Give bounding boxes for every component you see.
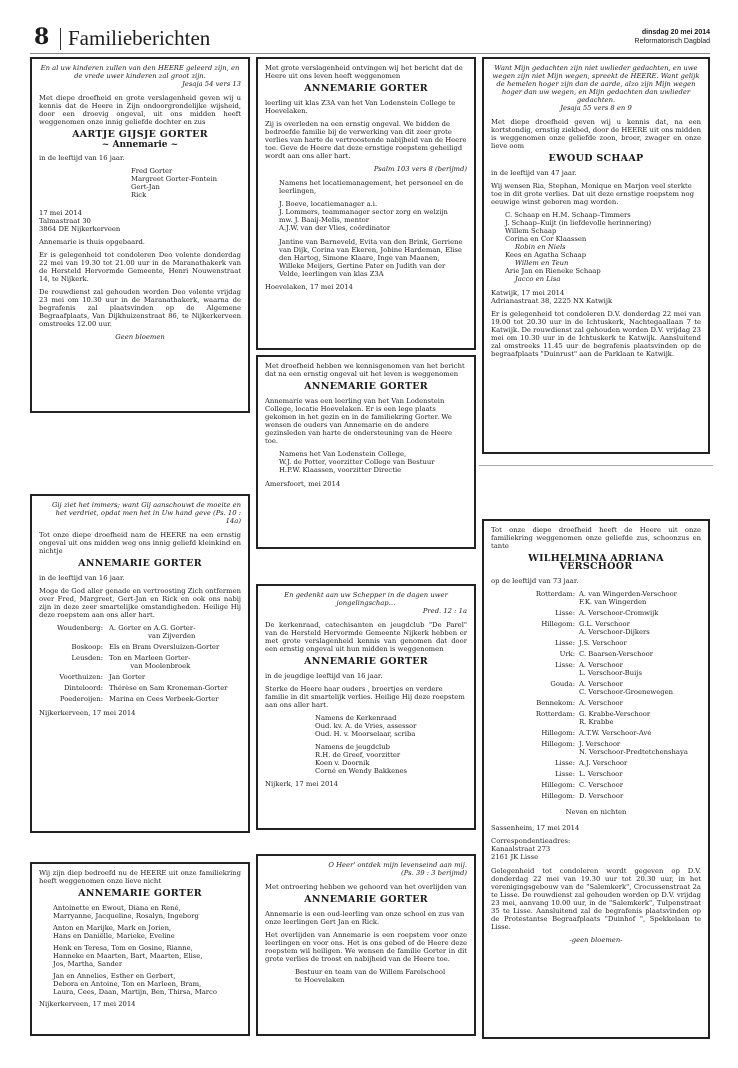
intro-text: Tot onze diepe droefheid heeft de Heere uit onze familiekring weggenomen onze geliefde zus, schoonzus en tante xyxy=(491,526,701,550)
place-date: Amersfoort, mei 2014 xyxy=(265,480,341,488)
deceased-name: ANNEMARIE GORTER xyxy=(78,888,202,899)
intro-text: Met diepe droefheid geven wij u kennis dat, na een kortstondig, ernstig ziekbed, door de HEERE uit ons midden is weggenomen onze geliefde zoon, broer, zwager en onze lieve oom xyxy=(491,118,701,150)
family-list: Woudenberg: A. Gorter en A.G. Gorter- van Zijverden Boskoop: Els en Bram Oversluizen-Gorter Leusden: Ton en Marleen Gorter- van Moolenbroek Voorthuizen: Jan Gorter Dinteloord: Thérèse en Sam Kroneman-Gorter Poederoijen: Marina en Cees Verbeek-Gorter xyxy=(56,624,228,703)
cousins-list: Antoinette en Ewout, Diana en René, Marryanne, Jacqueline, Rosalyn, Ingeborg Anton en Marijke, Mark en Jorien, Hans en Daniëlle, Marieke, Eveline Henk en Teresa, Tom en Gosine, Rianne, Hanneke en Maarten, Bart, Maarten, Elise, Jos, Martha, Sander Jan en Annelies, Esther en Gerbert, Debora en Antoine, Ton en Marleen, Bram, Laura, Cees, Daan, Martijn, Ben, Thirsa, Marco xyxy=(53,904,217,996)
place-date: Hoevelaken, 17 mei 2014 xyxy=(265,283,353,291)
obituary-grandparents xyxy=(30,494,250,833)
deceased-name: ANNEMARIE GORTER xyxy=(304,381,428,392)
age-text: in de leeftijd van 16 jaar. xyxy=(39,574,125,582)
bible-quote: En al uw kinderen zullen van den HEERE geleerd zijn, en de vrede uwer kinderen zal groot zijn. Jesaja 54 vers 13 xyxy=(40,64,241,88)
flowers-note: -geen bloemen- xyxy=(569,936,623,944)
header-rule xyxy=(30,53,710,54)
service-text: De rouwdienst zal gehouden worden Deo volente vrijdag 23 mei om 10.30 uur in de Maranathakerk, waarna de begrafenis zal plaatsvinden op de Algemene Begraafplaats, Van Dijkhuizenstraat 86, te Nijkerkerveen omstreeks 12.00 uur. xyxy=(39,288,241,328)
bible-quote: Gij ziet het immers; want Gij aanschouwt de moeite en het verdriet, opdat men het in Uw hand geve (Ps. 10 : 14a) xyxy=(51,501,241,525)
deceased-name: ANNEMARIE GORTER xyxy=(78,558,202,569)
correspondence-address: Correspondentieadres: Kanaalstraat 273 2161 JK Lisse xyxy=(491,837,571,861)
family-member: Fred Gorter xyxy=(131,167,173,175)
signature-intro: Namens het locatiemanagement, het personeel en de leerlingen, xyxy=(279,179,464,195)
condolence-text: Gelegenheid tot condoleren wordt gegeven op D.V. donderdag 22 mei van 19.30 uur tot 20.30 uur, in het verenigingsgebouw van de "Salemkerk", Crocussenstraat 2a te Lisse. De rouwdienst zal gehouden worden op D.V. vrijdag 23 mei, aanvang 10.00 uur, in de "Salemkerk", Tulpenstraat 35 te Lisse. Aansluitend zal de begrafenis plaatsvinden op de Protestantse Begraafplaats "Duinhof ", Spekkelaan te Lisse. xyxy=(491,867,701,931)
youthclub-signature: Namens de jeugdclub R.H. de Greef, voorzitter Koen v. Doornik Corné en Wendy Bakkenes xyxy=(315,743,408,775)
place-date: Nijkerk, 17 mei 2014 xyxy=(265,780,338,788)
deceased-surname: VERSCHOOR xyxy=(559,561,633,572)
family-list xyxy=(39,167,241,199)
council-signature: Namens de Kerkenraad Oud. kv. A. de Vries, assessor Oud. H. v. Moorselaar, scriba xyxy=(315,714,417,738)
bible-quote: Want Mijn gedachten zijn niet uwlieder gedachten, en uwe wegen zijn niet Mijn wegen, spreekt de HEERE. Want gelijk de hemelen hoger zijn dan de aarde, alzo zijn Mijn wegen hoger dan uw wegen, en Mijn gedachten dan uwlieder gedachten. Jesaja 55 vers 8 en 9 xyxy=(492,64,700,112)
bible-quote: En gedenkt aan uw Schepper in de dagen uwer jongelingschap… Pred. 12 : 1a xyxy=(284,591,467,615)
header-meta xyxy=(635,28,710,46)
family-member: Rick xyxy=(131,191,147,199)
flowers-note: Geen bloemen xyxy=(115,333,165,341)
place-date: Nijkerkerveen, 17 mei 2014 xyxy=(39,1000,136,1008)
deceased-name: ANNEMARIE GORTER xyxy=(304,83,428,94)
family-list: Rotterdam: A. van Wingerden-Verschoor F.K. van Wingerden Lisse: A. Verschoor-Cromwijk Hillegom: G.L. Verschoor A. Verschoor-Dijkers Lisse: J.S. Verschoor Urk: C. Baarsen-Verschoor Lisse: A. Verschoor L. Verschoor-Buijs Gouda: A. Verschoor C. Verschoor-Groenewegen Bennekom: A. Verschoor Rotterdam: G. Krabbe-Verschoor R. Krabbe Hillegom: A.T.W. Verschoor-Avé Hillegom: J. Verschoor N. Verschoor-Predtetchenshaya Lisse: A.J. Verschoor Lisse: L. Verschoor Hillegom: C. Verschoor Hillegom: D. Verschoor xyxy=(535,590,688,800)
condolence-text: Er is gelegenheid tot condoleren D.V. donderdag 22 mei van 19.00 tot 20.30 uur in de Ichtuskerk, Nachtegaallaan 7 te Katwijk. De rouwdienst zal gehouden worden D.V. vrijdag 23 mei om 10.30 uur in de Ichtuskerk te Katwijk. Aansluitend zal omstreeks 11.45 uur de begrafenis plaatsvinden op de begraafplaats "Duinrust" aan de Parklaan te Katwijk. xyxy=(491,310,701,358)
paragraph-1: leerling uit klas Z3A van het Van Lodenstein College te Hoevelaken. xyxy=(265,99,456,115)
intro-text: Met grote verslagenheid ontvingen wij het bericht dat de Heere uit ons leven heeft weggenomen xyxy=(265,64,463,80)
page-header xyxy=(30,26,710,52)
intro-text: Met ontroering hebben we gehoord van het overlijden van xyxy=(265,883,467,891)
issue-date: dinsdag 20 mei 2014 xyxy=(641,29,710,36)
deceased-name: AARTJE GIJSJE GORTER xyxy=(72,129,208,140)
place-date: Sassenheim, 17 mei 2014 xyxy=(491,824,580,832)
header-divider xyxy=(60,28,61,50)
page-number: 8 xyxy=(34,24,50,50)
column-divider xyxy=(479,465,713,466)
family-list: C. Schaap en H.M. Schaap–Timmers J. Schaap–Kuijt (in liefdevolle herinnering) Willem Schaap Corina en Cor Klaassen Robin en Niels Kees en Agatha Schaap Willem en Teun Arie Jan en Rieneke Schaap Jacco en Lisa xyxy=(505,211,652,283)
intro-text: Wij zijn diep bedroefd nu de HEERE uit onze familiekring heeft weggenomen onze lieve nicht xyxy=(39,869,241,885)
newspaper-name: Reformatorisch Dagblad xyxy=(634,38,710,45)
condolence-text: Er is gelegenheid tot condoleren Deo volente donderdag 22 mei van 19.30 tot 21.00 uur in de Maranathakerk van de Hersteld Hervormde Gemeente, Henri Nouwenstraat 14, te Nijkerk. xyxy=(39,251,241,283)
paragraph-2: Zij is overleden na een ernstig ongeval. We bidden de bedroefde familie bij de verwerking van dit zeer grote verlies van harte de vertroostende nabijheid van de Heere toe. Geve de Heere dat deze ernstige roepstem geheiligd wordt aan ons aller hart. xyxy=(265,120,467,160)
deceased-name: EWOUD SCHAAP xyxy=(548,153,644,164)
family-member: Gert-Jan xyxy=(131,183,160,191)
intro-text: Met droefheid hebben we kennisgenomen van het bericht dat na een ernstig ongeval uit het leven is weggenomen xyxy=(265,362,465,378)
obituary-farelschool xyxy=(256,854,476,1036)
age-text: in de leeftijd van 47 jaar. xyxy=(491,169,577,177)
nephews-nieces: Neven en nichten xyxy=(565,808,627,816)
bible-quote: O Heer' ontdek mijn levenseind aan mij. (Ps. 39 : 3 berijmd) xyxy=(328,861,467,877)
staff-list: J. Boeve, locatiemanager a.i. J. Lommers, teammanager sector zorg en welzijn mw. J. Baaij-Melis, mentor A.J.W. van der Vlies, coördinator xyxy=(279,200,448,232)
obituary-cousins xyxy=(30,862,250,1036)
paragraph-1: Sterke de Heere haar ouders , broertjes en verdere familie in dit smartelijk verlies. Heilige Hij deze roepstem aan ons aller hart. xyxy=(265,685,465,709)
paragraph-1: Moge de God aller genade en vertroosting Zich ontfermen over Fred, Margreet, Gert-Jan en Rick en ook ons nabij zijn in deze zeer smartelijke omstandigheden. Heilige Hij deze roepstem aan ons aller hart. xyxy=(39,587,241,619)
section-title: Familieberichten xyxy=(68,26,211,50)
deceased-name: ANNEMARIE GORTER xyxy=(304,894,428,905)
age-text: in de jeugdige leeftijd van 16 jaar. xyxy=(265,672,383,680)
students-list: Jantine van Barneveld, Evita van den Brink, Gerriene van Dijk, Corina van Ekeren, Jobine Hardeman, Elise den Hartog, Simone Klaare, Inge van Maanen, Willeke Meijers, Gertine Pater en Judith van der Velde, leerlingen van klas Z3A xyxy=(279,238,463,278)
paragraph-1: Annemarie was een leerling van het Van Lodenstein College, locatie Hoevelaken. Er is een lege plaats gekomen in het gezin en in de familiekring Gorter. We wensen de ouders van Annemarie en de andere gezinsleden van harte de ondersteuning van de Heere toe. xyxy=(265,397,453,445)
intro-text: De kerkenraad, catechisanten en jeugdclub "De Parel" van de Hersteld Hervormde Gemeente Nijkerk hebben er met grote verslagenheid kennis van genomen dat door een ernstig ongeval uit hun midden is weggenomen xyxy=(265,621,467,653)
intro-text: Tot onze diepe droefheid nam de HEERE na een ernstig ongeval uit ons midden weg ons innig geliefd kleinkind en nichtje xyxy=(39,531,241,555)
signature-block: Bestuur en team van de Willem Farelschool te Hoevelaken xyxy=(295,968,446,984)
obituary-school-class xyxy=(256,57,476,350)
deceased-name: WILHELMINA ADRIANA xyxy=(528,553,664,564)
obituary-wilhelmina-verschoor xyxy=(482,519,710,1039)
address-block: 17 mei 2014 Talmastraat 30 3864 DE Nijkerkerveen xyxy=(39,209,121,233)
paragraph-2: Het overlijden van Annemarie is een roepstem voor onze leerlingen en voor ons. Het is ons gebed of de Heere deze roepstem wil heiligen. We wensen de familie Gorter in dit grote verlies de troost en nabijheid van de Heere toe. xyxy=(265,931,467,963)
psalm-reference: Psalm 103 vers 8 (berijmd) xyxy=(373,165,467,173)
place-date: Nijkerkerveen, 17 mei 2014 xyxy=(39,709,136,717)
obituary-ewoud-schaap xyxy=(482,57,710,454)
obituary-aartje-gorter-family xyxy=(30,57,250,413)
paragraph-1: Annemarie is een oud-leerling van onze school en zus van onze leerlingen Gert Jan en Rick. xyxy=(265,910,465,926)
deceased-name: ANNEMARIE GORTER xyxy=(304,656,428,667)
obituary-church-council xyxy=(256,584,476,830)
age-text: op de leeftijd van 73 jaar. xyxy=(491,577,579,585)
paragraph-1: Wij wensen Ria, Stephan, Monique en Marjon veel sterkte toe in dit grote verlies. Dat uit deze ernstige roepstem nog eeuwige winst geboren mag worden. xyxy=(491,182,694,206)
age-text: in de leeftijd van 16 jaar. xyxy=(39,154,125,162)
obituary-college xyxy=(256,355,476,549)
family-member: Margreet Gorter-Fontein xyxy=(131,175,217,183)
viewing-note: Annemarie is thuis opgebaard. xyxy=(39,238,145,246)
intro-text: Met diepe droefheid en grote verslagenheid geven wij u kennis dat de Heere in Zijn ondoorgrondelijke wijsheid, door een droevig ongeval, uit ons midden heeft weggenomen onze innig geliefde dochter en zus xyxy=(39,94,241,126)
deceased-nickname: ~ Annemarie ~ xyxy=(101,140,179,150)
signature-block: Namens het Van Lodenstein College, W.J. de Potter, voorzitter College van Bestuur H.P.W. Klaassen, voorzitter Directie xyxy=(279,450,435,474)
address-block: Katwijk, 17 mei 2014 Adrianastraat 38, 2225 NX Katwijk xyxy=(491,289,613,305)
